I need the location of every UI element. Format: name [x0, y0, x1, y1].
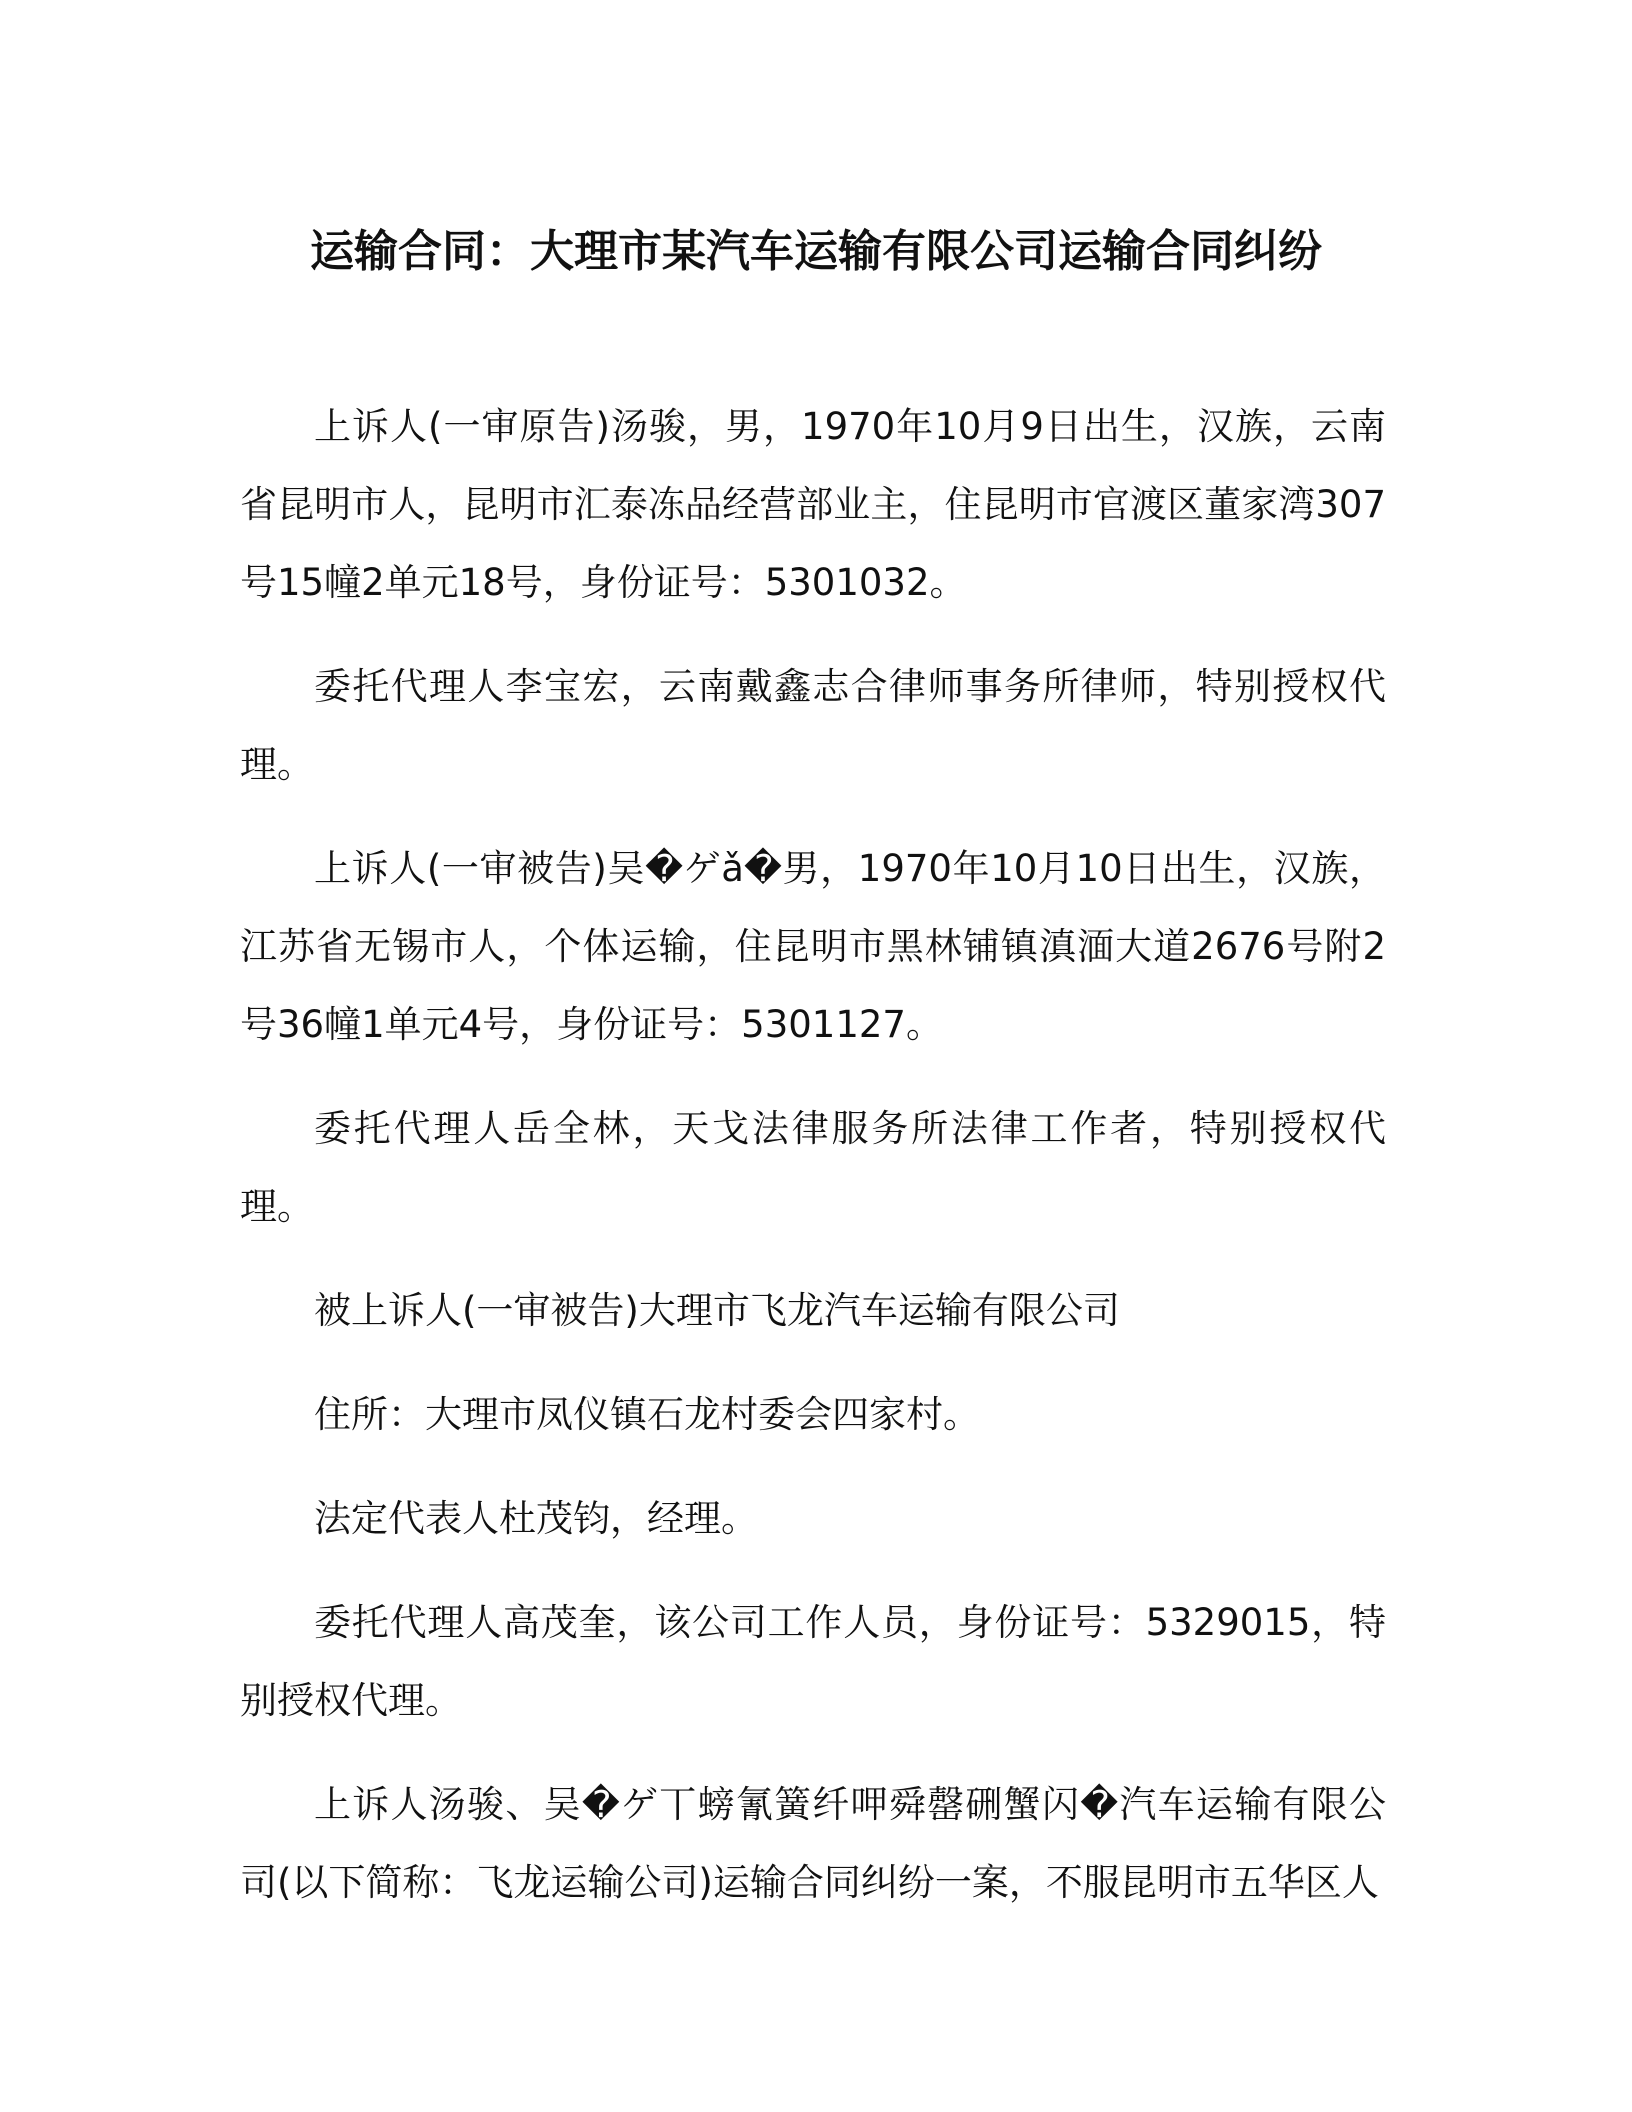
document-title: 运输合同：大理市某汽车运输有限公司运输合同纠纷 [310, 226, 1322, 277]
paragraph-address: 住所：大理市凤仪镇石龙村委会四家村。 [314, 1393, 980, 1436]
document-body [240, 388, 1386, 1948]
paragraph-legal-representative: 法定代表人杜茂钧，经理。 [314, 1497, 758, 1540]
paragraph-agent-yue: 委托代理人岳全林，天戈法律服务所法律工作者，特别授权代理。 [240, 1107, 1386, 1228]
paragraph-appellant-defendant: 上诉人(一审被告)吴�ゲǎ�男，1970年10月10日出生，汉族，江苏省无锡市人，个体运输，住昆明市黑林铺镇滇湎大道2676号附2号36幢1单元4号，身份证号：5301127。 [240, 847, 1386, 1046]
paragraph-agent-li: 委托代理人李宝宏，云南戴鑫志合律师事务所律师，特别授权代理。 [240, 665, 1386, 786]
paragraph-appellant-plaintiff: 上诉人(一审原告)汤骏，男，1970年10月9日出生，汉族，云南省昆明市人，昆明市汇泰冻品经营部业主，住昆明市官渡区董家湾307号15幢2单元18号，身份证号：5301032。 [240, 405, 1386, 604]
paragraph-appellee: 被上诉人(一审被告)大理市飞龙汽车运输有限公司 [314, 1289, 1120, 1332]
paragraph-agent-gao: 委托代理人高茂奎，该公司工作人员，身份证号：5329015，特别授权代理。 [240, 1601, 1386, 1722]
paragraph-case-summary: 上诉人汤骏、吴�ゲ丅螃氰簧纤呷舜罄硎蟹闪�汽车运输有限公司(以下简称：飞龙运输公司)运输合同纠纷一案，不服昆明市五华区人 [240, 1783, 1386, 1904]
